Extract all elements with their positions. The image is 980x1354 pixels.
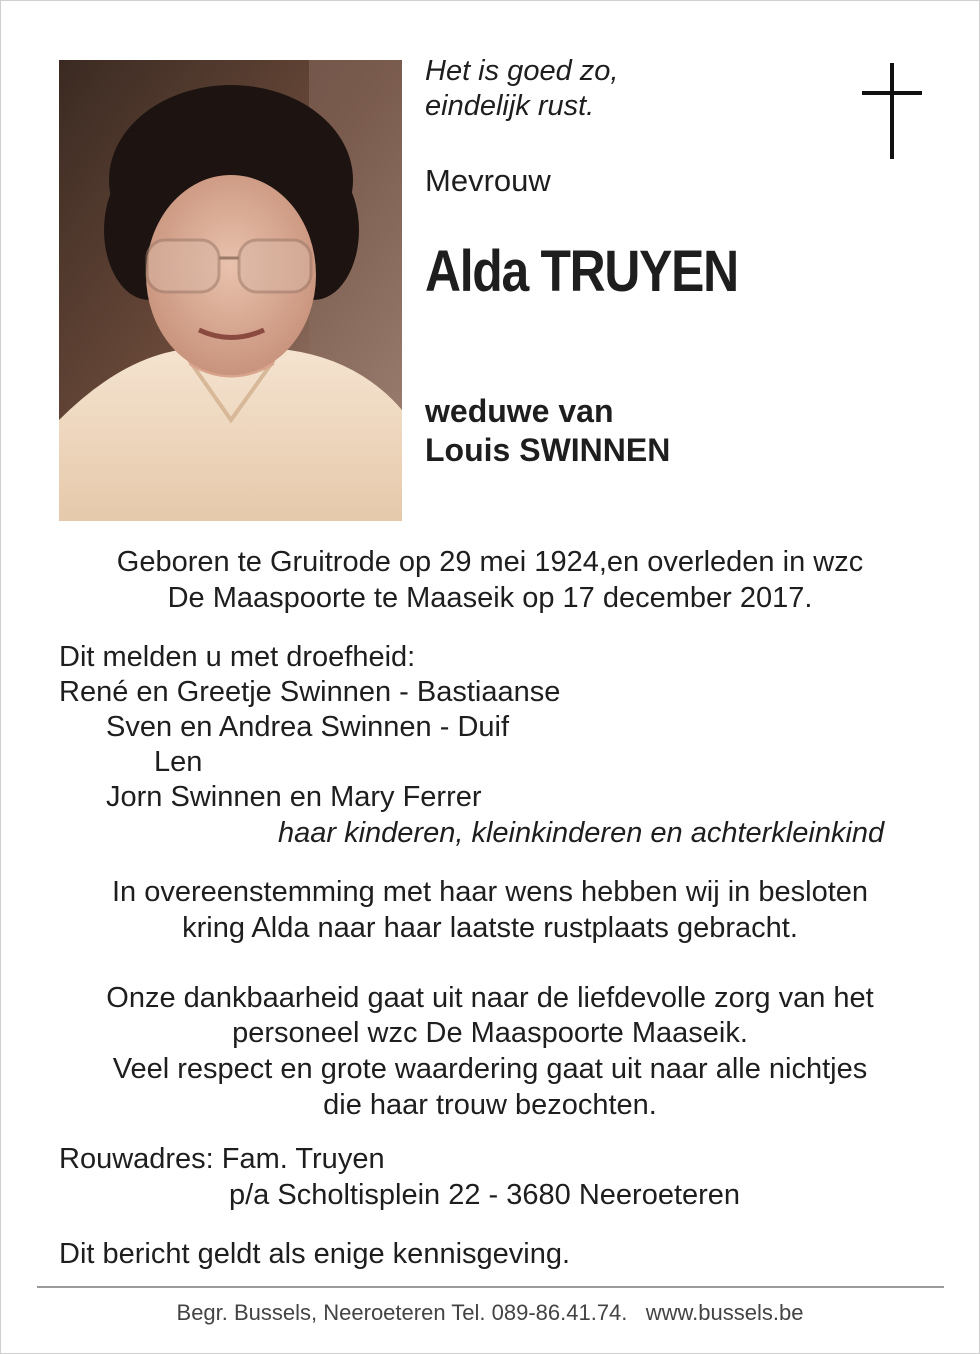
spouse-name: Louis SWINNEN [425, 432, 671, 468]
family-member: Sven en Andrea Swinnen - Duif [106, 711, 510, 743]
thanks-line: die haar trouw bezochten. [323, 1089, 657, 1121]
spouse-info [425, 392, 670, 470]
family-member: René en Greetje Swinnen - Bastiaanse [59, 676, 561, 708]
deceased-name: Alda TRUYEN [425, 239, 738, 304]
address-label: Rouwadres: Fam. Truyen [59, 1143, 385, 1175]
family-member: Jorn Swinnen en Mary Ferrer [106, 781, 482, 813]
salutation: Mevrouw [425, 163, 551, 198]
birth-death-line: Geboren te Gruitrode op 29 mei 1924,en overleden in wzc [116, 546, 864, 578]
epigraph-quote [425, 54, 618, 124]
footer-undertaker: Begr. Bussels, Neeroeteren Tel. 089-86.41.74. www.bussels.be [176, 1300, 804, 1325]
quote-line: Het is goed zo, [425, 55, 619, 87]
quote-line: eindelijk rust. [425, 90, 595, 122]
birth-death-line: De Maaspoorte te Maaseik op 17 december 2017. [167, 582, 813, 614]
thanks-line: Veel respect en grote waardering gaat uit naar alle nichtjes [112, 1053, 868, 1085]
family-member: Len [154, 746, 203, 778]
address-line: p/a Scholtisplein 22 - 3680 Neeroeteren [229, 1179, 741, 1211]
funeral-line: In overeenstemming met haar wens hebben wij in besloten [111, 876, 869, 908]
thanks-line: personeel wzc De Maaspoorte Maaseik. [232, 1017, 748, 1049]
family-relation: haar kinderen, kleinkinderen en achterkleinkind [278, 817, 885, 849]
spouse-label: weduwe van [425, 393, 614, 429]
cross-icon [862, 63, 922, 159]
family-intro: Dit melden u met droefheid: [59, 641, 416, 673]
portrait-photo [59, 60, 402, 521]
funeral-line: kring Alda naar haar laatste rustplaats gebracht. [182, 912, 798, 944]
thanks-line: Onze dankbaarheid gaat uit naar de liefdevolle zorg van het [106, 982, 874, 1014]
notice-text: Dit bericht geldt als enige kennisgeving. [59, 1238, 571, 1270]
footer-divider [37, 1286, 944, 1288]
